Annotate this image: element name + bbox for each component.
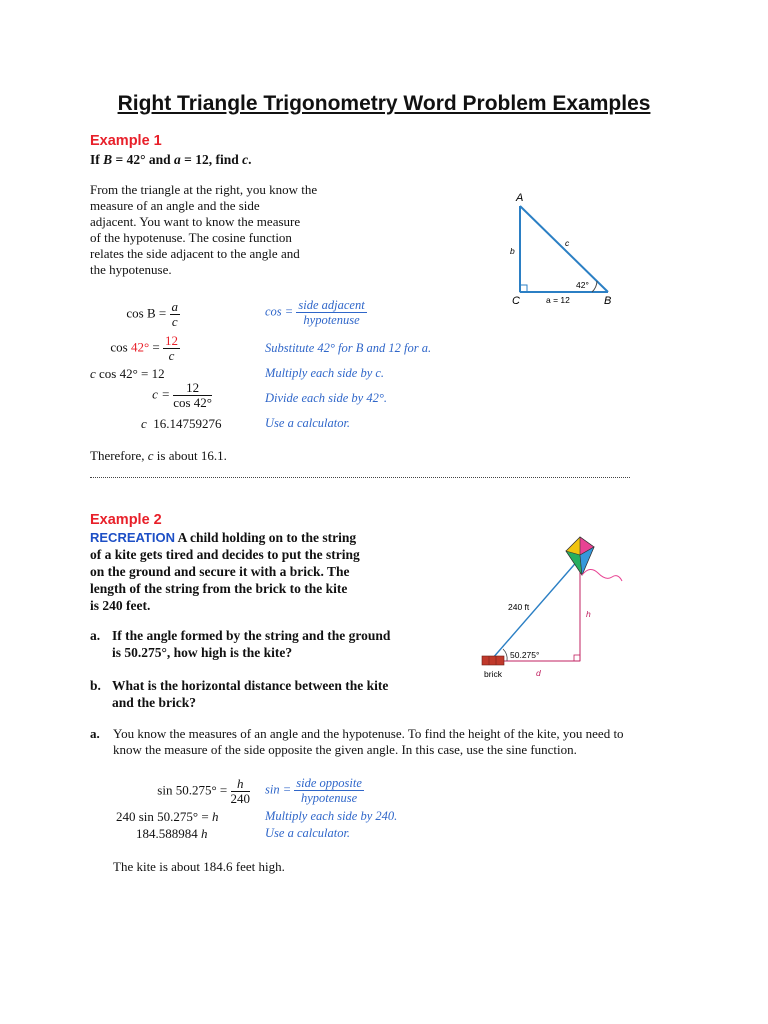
vertex-b-label: B xyxy=(604,295,612,307)
question-a: a. If the angle formed by the string and the ground is 50.275°, how high is the kite? xyxy=(90,628,391,660)
step-2-lhs: cos 42° = $\frac{12}{c}$ xyxy=(110,333,178,363)
step-3-lhs: c cos 42° = 12 xyxy=(90,366,165,381)
side-c-label: c xyxy=(565,238,570,248)
step-4-lhs: c = $\frac{12}{\cos 42^\circ}$ xyxy=(152,380,212,410)
step-4-note: Divide each side by 42°. xyxy=(265,391,387,405)
brick-label: brick xyxy=(484,669,502,679)
brick xyxy=(482,656,504,665)
side-a-value-label: a = 12 xyxy=(546,295,570,305)
step-2-note: Substitute 42° for B and 12 for a. xyxy=(265,341,432,355)
example-1-conclusion: Therefore, c is about 16.1. xyxy=(90,448,227,463)
height-label: h xyxy=(586,609,591,619)
step-1-lhs: cos B = $\frac{a}{c}$ xyxy=(126,299,178,329)
triangle-figure xyxy=(500,188,630,313)
section-divider xyxy=(90,477,630,478)
example-2-conclusion: The kite is about 184.6 feet high. xyxy=(113,859,285,874)
example-1-heading: Example 1 xyxy=(90,133,162,149)
page-title: Right Triangle Trigonometry Word Problem Examples xyxy=(117,92,651,115)
angle-label: 42° xyxy=(576,280,589,290)
sine-step-3-note: Use a calculator. xyxy=(265,826,351,840)
kite-figure xyxy=(470,525,645,685)
example-2-problem: RECREATION A child holding on to the string of a kite gets tired and decides to put the string on the ground and secure it with a brick. The length of the string from the brick to the kite is 240 feet. xyxy=(90,530,360,613)
sine-step-1: sin 50.275° = $\frac{h}{240}$ xyxy=(157,776,250,806)
string-length-label: 240 ft xyxy=(508,602,530,612)
example-1-explanation: From the triangle at the right, you know the measure of an angle and the side adjacent. You want to know the measure of the hypotenuse. The cosine function relates the side adjacent to the angle and the hypotenuse. xyxy=(90,182,318,277)
vertex-a-label: A xyxy=(516,192,524,204)
side-c xyxy=(520,206,608,292)
kite-shape xyxy=(566,537,622,581)
sine-step-2-note: Multiply each side by 240. xyxy=(265,809,398,823)
recreation-tag: RECREATION xyxy=(90,530,175,545)
sine-step-2: 240 sin 50.275° = h xyxy=(116,809,219,824)
sine-rule: sin = $\frac{\text{side opposite}}{\text{hypotenuse}}$ xyxy=(265,776,362,805)
answer-a: a. You know the measures of an angle and the hypotenuse. To find the height of the kite, you need to know the measure of the side opposite the given angle. In this case, use the sine function. xyxy=(90,726,624,757)
question-b: b. What is the horizontal distance between the kite and the brick? xyxy=(90,678,389,710)
right-angle-mark xyxy=(574,655,580,661)
example-2-heading: Example 2 xyxy=(90,512,162,528)
right-angle-mark xyxy=(520,285,527,292)
cosine-rule: cos = $\frac{\text{side adjacent}}{\text{hypotenuse}}$ xyxy=(265,298,365,327)
vertex-c-label: C xyxy=(512,295,520,307)
angle-arc xyxy=(592,281,597,292)
side-b-label: b xyxy=(510,246,515,256)
angle-label: 50.275° xyxy=(510,650,540,660)
sine-step-3: 184.588984 h xyxy=(136,826,208,841)
kite-string xyxy=(492,558,580,659)
example-1-problem: If B = 42° and a = 12, find c. xyxy=(90,152,252,167)
step-5-result: c 16.14759276 xyxy=(141,416,222,431)
distance-label: d xyxy=(536,668,541,678)
step-5-note: Use a calculator. xyxy=(265,416,351,430)
step-3-note: Multiply each side by c. xyxy=(265,366,385,380)
